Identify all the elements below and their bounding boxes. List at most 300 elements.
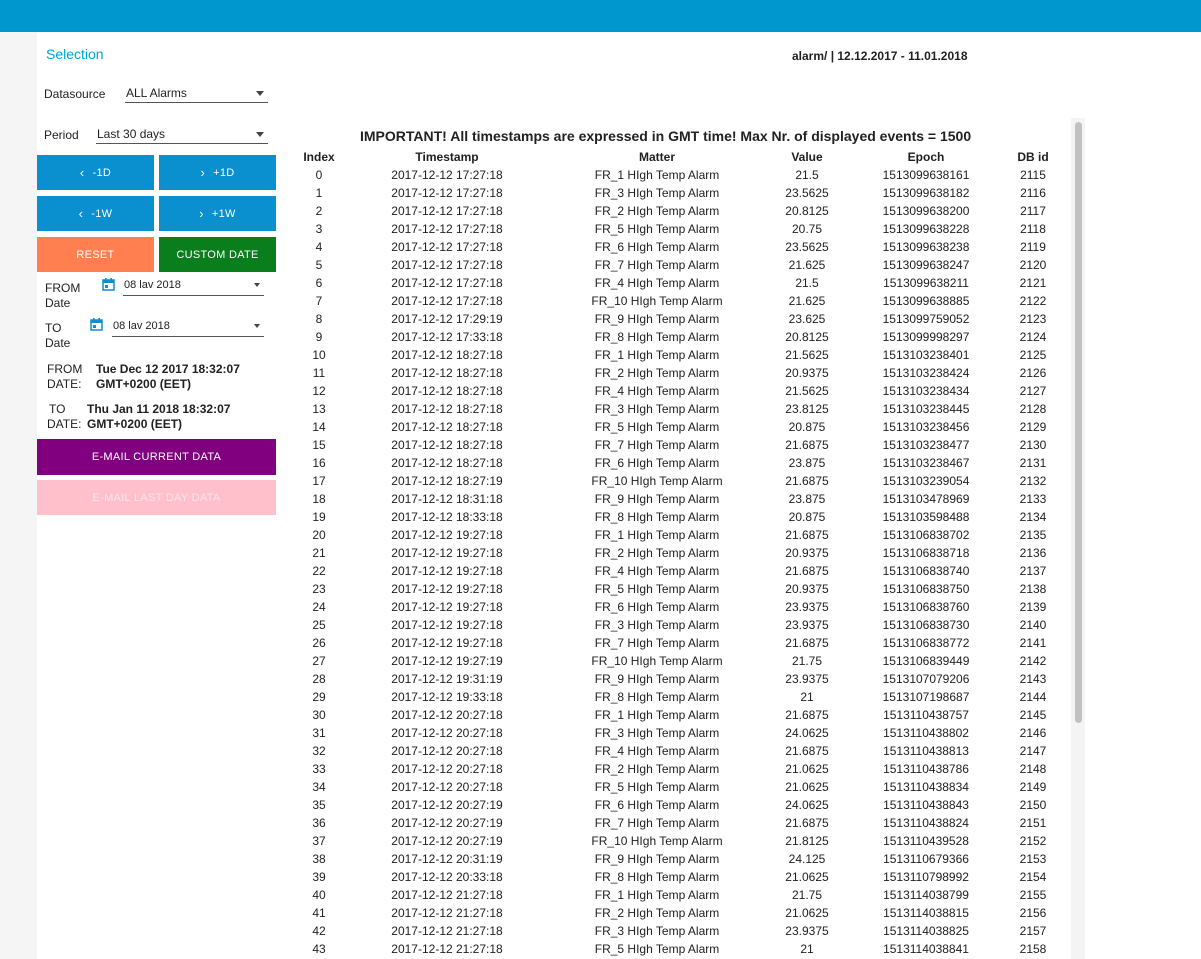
table-cell: 2136 (1019, 546, 1047, 560)
table-cell: 2148 (1019, 762, 1047, 776)
to-label: TO (45, 321, 62, 335)
table-cell: 8 (315, 312, 323, 326)
table-cell: 1513099638247 (882, 258, 970, 272)
table-cell: FR_4 HIgh Temp Alarm (594, 744, 720, 758)
table-row (0, 328, 1201, 346)
column-header: DB id (1017, 150, 1049, 164)
table-cell: 1513103598488 (882, 510, 970, 524)
table-cell: 16 (312, 456, 326, 470)
table-cell: 34 (312, 780, 326, 794)
table-cell: 29 (312, 690, 326, 704)
table-cell: 2017-12-12 19:27:18 (391, 564, 503, 578)
table-cell: 21.6875 (785, 744, 829, 758)
table-cell: FR_7 HIgh Temp Alarm (594, 636, 720, 650)
table-cell: FR_2 HIgh Temp Alarm (594, 204, 720, 218)
table-cell: 21.5625 (785, 348, 829, 362)
from-date-label: Date (45, 296, 71, 310)
table-cell: 1513110439528 (883, 834, 969, 848)
table-cell: 1513099998297 (882, 330, 970, 344)
table-cell: 26 (312, 636, 326, 650)
table-row (0, 202, 1201, 220)
table-cell: 21.625 (788, 258, 826, 272)
table-cell: FR_9 HIgh Temp Alarm (594, 852, 720, 866)
table-row (0, 508, 1201, 526)
table-cell: FR_7 HIgh Temp Alarm (594, 816, 720, 830)
table-cell: 39 (312, 870, 326, 884)
from-date-info-label-line1: FROM (47, 362, 83, 376)
table-cell: FR_5 HIgh Temp Alarm (594, 582, 720, 596)
table-cell: 1513110438786 (883, 762, 969, 776)
table-cell: 23.9375 (785, 672, 829, 686)
table-cell: 2017-12-12 20:27:19 (391, 834, 503, 848)
table-cell: 2 (315, 204, 323, 218)
table-cell: 2144 (1019, 690, 1047, 704)
table-row (0, 670, 1201, 688)
table-cell: 2017-12-12 18:27:18 (391, 384, 503, 398)
table-cell: 2140 (1019, 618, 1047, 632)
table-cell: 1513110438843 (883, 798, 969, 812)
table-cell: 1513107198687 (882, 690, 970, 704)
table-cell: FR_6 HIgh Temp Alarm (594, 798, 720, 812)
table-cell: 1513114038825 (883, 924, 969, 938)
table-cell: 21.5625 (785, 384, 829, 398)
table-cell: FR_5 HIgh Temp Alarm (594, 222, 720, 236)
table-cell: 23.9375 (785, 600, 829, 614)
table-cell: 1 (315, 186, 323, 200)
table-cell: 21.6875 (785, 636, 829, 650)
datasource-select[interactable] (125, 85, 268, 103)
table-cell: 1513103238434 (882, 384, 970, 398)
table-cell: 21.5 (795, 276, 819, 290)
caret-down-icon (256, 132, 264, 137)
table-cell: 2017-12-12 17:27:18 (391, 240, 503, 254)
table-row (0, 274, 1201, 292)
table-cell: FR_8 HIgh Temp Alarm (594, 510, 720, 524)
table-cell: 2017-12-12 20:33:18 (391, 870, 503, 884)
table-cell: 2153 (1019, 852, 1047, 866)
table-cell: 2137 (1019, 564, 1047, 578)
table-cell: 23.5625 (785, 240, 829, 254)
page-title: alarm/ | 12.12.2017 - 11.01.2018 (792, 49, 968, 63)
table-cell: 2152 (1019, 834, 1047, 848)
chevron-left-icon: ‹ (78, 206, 84, 221)
table-cell: FR_6 HIgh Temp Alarm (594, 456, 720, 470)
table-row (0, 364, 1201, 382)
table-cell: FR_5 HIgh Temp Alarm (594, 780, 720, 794)
table-cell: 2131 (1019, 456, 1047, 470)
table-row (0, 472, 1201, 490)
table-cell: 2127 (1019, 384, 1047, 398)
table-cell: 20.8125 (785, 330, 829, 344)
table-cell: 1513099638182 (882, 186, 970, 200)
table-cell: 24.0625 (785, 798, 829, 812)
table-cell: FR_4 HIgh Temp Alarm (594, 276, 720, 290)
table-cell: 23.5625 (785, 186, 829, 200)
table-cell: 2017-12-12 17:27:18 (391, 186, 503, 200)
table-cell: 2017-12-12 18:27:18 (391, 420, 503, 434)
table-cell: 7 (315, 294, 323, 308)
table-cell: 31 (312, 726, 326, 740)
table-cell: 10 (312, 348, 326, 362)
table-cell: 24.125 (788, 852, 826, 866)
table-cell: 2155 (1019, 888, 1047, 902)
table-cell: FR_10 HIgh Temp Alarm (591, 834, 723, 848)
table-cell: 2017-12-12 20:27:18 (391, 762, 503, 776)
table-cell: 1513110679366 (883, 852, 969, 866)
table-cell: 21.6875 (785, 474, 829, 488)
custom-date-button[interactable]: CUSTOM DATE (159, 237, 276, 272)
table-cell: 2017-12-12 20:27:18 (391, 708, 503, 722)
chevron-right-icon: › (200, 165, 206, 180)
from-label: FROM (45, 281, 81, 295)
table-cell: 41 (312, 906, 326, 920)
table-cell: FR_2 HIgh Temp Alarm (594, 762, 720, 776)
table-cell: 2142 (1019, 654, 1047, 668)
table-cell: 1513099638200 (882, 204, 970, 218)
table-row (0, 832, 1201, 850)
datasource-value: ALL Alarms (126, 86, 187, 100)
to-date-label: Date (45, 336, 71, 350)
selection-title: Selection (46, 46, 104, 62)
table-cell: 2116 (1020, 186, 1046, 200)
table-row (0, 796, 1201, 814)
table-cell: 40 (312, 888, 326, 902)
table-cell: 2017-12-12 18:27:18 (391, 366, 503, 380)
table-row (0, 652, 1201, 670)
table-cell: 18 (312, 492, 326, 506)
table-cell: 2158 (1019, 942, 1047, 956)
table-cell: FR_1 HIgh Temp Alarm (594, 168, 720, 182)
minus-1w-label: -1W (91, 207, 113, 220)
table-row (0, 940, 1201, 958)
table-cell: FR_6 HIgh Temp Alarm (594, 600, 720, 614)
table-cell: 2017-12-12 19:27:18 (391, 546, 503, 560)
table-row (0, 238, 1201, 256)
table-cell: 21.625 (788, 294, 826, 308)
table-cell: FR_1 HIgh Temp Alarm (594, 348, 720, 362)
table-cell: 1513099638211 (883, 276, 969, 290)
table-cell: 1513103478969 (882, 492, 970, 506)
table-cell: 1513106838730 (882, 618, 970, 632)
table-cell: 42 (312, 924, 326, 938)
plus-1w-label: +1W (211, 207, 236, 220)
table-cell: 2129 (1019, 420, 1047, 434)
table-cell: 1513114038815 (883, 906, 969, 920)
table-row (0, 454, 1201, 472)
table-cell: 24.0625 (785, 726, 829, 740)
period-select[interactable] (96, 126, 268, 144)
table-cell: FR_6 HIgh Temp Alarm (594, 240, 720, 254)
table-cell: 17 (312, 474, 326, 488)
table-cell: 1513106839449 (882, 654, 970, 668)
table-cell: 21.6875 (785, 708, 829, 722)
table-cell: 2017-12-12 19:27:19 (391, 654, 503, 668)
table-cell: 1513110438834 (883, 780, 969, 794)
table-cell: 21 (800, 942, 814, 956)
table-cell: 2017-12-12 21:27:18 (391, 942, 503, 956)
table-cell: 2017-12-12 19:27:18 (391, 582, 503, 596)
table-cell: 2017-12-12 17:33:18 (391, 330, 503, 344)
table-cell: 1513106838740 (882, 564, 970, 578)
scrollbar-thumb[interactable] (1075, 122, 1082, 723)
table-cell: 28 (312, 672, 326, 686)
table-cell: 2017-12-12 20:31:19 (391, 852, 503, 866)
table-cell: 21.6875 (785, 564, 829, 578)
table-cell: FR_10 HIgh Temp Alarm (591, 654, 723, 668)
to-date-info-value-line1: Thu Jan 11 2018 18:32:07 (87, 402, 231, 416)
column-header: Matter (638, 150, 676, 164)
table-cell: 2147 (1019, 744, 1047, 758)
table-row (0, 850, 1201, 868)
caret-down-icon (256, 91, 264, 96)
table-cell: 0 (315, 168, 323, 182)
table-cell: 1513099638238 (882, 240, 970, 254)
table-row (0, 490, 1201, 508)
table-cell: 2150 (1019, 798, 1047, 812)
table-cell: 2118 (1020, 222, 1046, 236)
table-cell: 1513106838760 (882, 600, 970, 614)
table-cell: FR_1 HIgh Temp Alarm (594, 528, 720, 542)
to-date-value: 08 lav 2018 (113, 320, 170, 332)
table-row (0, 724, 1201, 742)
table-cell: 2134 (1019, 510, 1047, 524)
table-cell: 1513103238467 (882, 456, 970, 470)
table-cell: FR_10 HIgh Temp Alarm (591, 294, 723, 308)
table-cell: 2115 (1020, 168, 1046, 182)
table-cell: 21.0625 (785, 906, 829, 920)
table-cell: 2017-12-12 18:33:18 (391, 510, 503, 524)
table-cell: 23.875 (788, 456, 826, 470)
table-cell: 38 (312, 852, 326, 866)
chevron-right-icon: › (199, 206, 204, 221)
from-date-value: 08 lav 2018 (124, 279, 181, 291)
table-cell: FR_8 HIgh Temp Alarm (594, 330, 720, 344)
table-cell: FR_2 HIgh Temp Alarm (594, 546, 720, 560)
table-cell: 1513106838702 (882, 528, 970, 542)
table-cell: FR_9 HIgh Temp Alarm (594, 312, 720, 326)
table-cell: 1513106838718 (882, 546, 970, 560)
table-cell: FR_1 HIgh Temp Alarm (594, 708, 720, 722)
column-header: Timestamp (415, 150, 479, 164)
table-cell: FR_8 HIgh Temp Alarm (594, 690, 720, 704)
table-cell: 20.875 (788, 510, 826, 524)
table-cell: 1513103239054 (882, 474, 970, 488)
table-cell: 1513110438802 (883, 726, 969, 740)
reset-button[interactable]: RESET (37, 237, 154, 272)
table-cell: FR_7 HIgh Temp Alarm (594, 438, 720, 452)
table-cell: 3 (315, 222, 323, 236)
table-cell: 2133 (1019, 492, 1047, 506)
table-row (0, 400, 1201, 418)
table-cell: 2017-12-12 17:27:18 (391, 204, 503, 218)
table-header-row (0, 148, 1201, 166)
table-cell: 1513103238401 (882, 348, 970, 362)
table-cell: 2145 (1019, 708, 1047, 722)
table-cell: FR_10 HIgh Temp Alarm (591, 474, 723, 488)
table-cell: 21.5 (795, 168, 819, 182)
column-header: Value (791, 150, 823, 164)
table-cell: 2119 (1020, 240, 1046, 254)
table-row (0, 868, 1201, 886)
table-row (0, 760, 1201, 778)
table-cell: 2017-12-12 17:27:18 (391, 222, 503, 236)
table-cell: 2132 (1019, 474, 1047, 488)
table-cell: FR_5 HIgh Temp Alarm (594, 942, 720, 956)
table-cell: 1513099638885 (882, 294, 970, 308)
table-cell: 32 (312, 744, 326, 758)
datasource-label: Datasource (44, 87, 106, 101)
email-current-data-button[interactable]: E-MAIL CURRENT DATA (37, 439, 276, 475)
table-cell: 1513110798992 (883, 870, 969, 884)
table-row (0, 562, 1201, 580)
table-cell: 4 (315, 240, 323, 254)
table-cell: FR_3 HIgh Temp Alarm (594, 924, 720, 938)
table-cell: 1513110438813 (883, 744, 969, 758)
from-date-info-value-line1: Tue Dec 12 2017 18:32:07 (96, 362, 240, 376)
table-cell: 2120 (1019, 258, 1047, 272)
from-date-info-value-line2: GMT+0200 (EET) (96, 377, 192, 391)
table-cell: 21.0625 (785, 780, 829, 794)
table-cell: 1513114038841 (883, 942, 969, 956)
table-cell: 2124 (1019, 330, 1047, 344)
table-cell: 2125 (1019, 348, 1047, 362)
table-row (0, 814, 1201, 832)
column-header: Index (303, 150, 335, 164)
table-cell: 2156 (1019, 906, 1047, 920)
table-cell: 43 (312, 942, 326, 956)
table-row (0, 778, 1201, 796)
table-cell: 23 (312, 582, 326, 596)
to-date-info-label-line1: TO (49, 402, 66, 416)
table-cell: 2017-12-12 19:27:18 (391, 600, 503, 614)
table-cell: 20.8125 (785, 204, 829, 218)
table-cell: 2126 (1019, 366, 1047, 380)
table-cell: 30 (312, 708, 326, 722)
table-row (0, 310, 1201, 328)
table-cell: 2017-12-12 20:27:19 (391, 798, 503, 812)
table-cell: FR_9 HIgh Temp Alarm (594, 492, 720, 506)
table-cell: 12 (312, 384, 326, 398)
table-cell: 2017-12-12 18:27:18 (391, 402, 503, 416)
table-cell: 2017-12-12 18:27:18 (391, 456, 503, 470)
top-app-bar (0, 0, 1201, 32)
timestamp-notice: IMPORTANT! All timestamps are expressed in GMT time! Max Nr. of displayed events = 1500 (360, 128, 972, 144)
chevron-left-icon: ‹ (79, 165, 85, 180)
table-row (0, 616, 1201, 634)
table-cell: 2017-12-12 19:27:18 (391, 636, 503, 650)
table-cell: FR_7 HIgh Temp Alarm (594, 258, 720, 272)
table-row (0, 706, 1201, 724)
table-row (0, 742, 1201, 760)
table-row (0, 184, 1201, 202)
table-cell: 2017-12-12 18:27:19 (391, 474, 503, 488)
table-row (0, 688, 1201, 706)
table-cell: 37 (312, 834, 326, 848)
table-cell: 2017-12-12 19:27:18 (391, 528, 503, 542)
table-cell: 13 (312, 402, 326, 416)
table-cell: 22 (312, 564, 326, 578)
table-cell: 2130 (1019, 438, 1047, 452)
table-row (0, 526, 1201, 544)
table-cell: 1513099638161 (882, 168, 970, 182)
table-cell: 21.6875 (785, 816, 829, 830)
table-cell: 9 (315, 330, 323, 344)
table-cell: 2135 (1019, 528, 1047, 542)
table-cell: 23.8125 (785, 402, 829, 416)
table-cell: 2151 (1019, 816, 1047, 830)
table-cell: FR_1 HIgh Temp Alarm (594, 888, 720, 902)
table-cell: 23.625 (788, 312, 826, 326)
table-cell: 21.6875 (785, 438, 829, 452)
table-cell: 2017-12-12 17:27:18 (391, 168, 503, 182)
table-cell: FR_2 HIgh Temp Alarm (594, 906, 720, 920)
table-cell: 1513106838772 (882, 636, 970, 650)
table-cell: 2017-12-12 18:31:18 (391, 492, 503, 506)
table-row (0, 346, 1201, 364)
table-cell: 24 (312, 600, 326, 614)
table-cell: 2146 (1019, 726, 1047, 740)
table-row (0, 544, 1201, 562)
table-cell: 5 (315, 258, 323, 272)
table-cell: 1513103238456 (882, 420, 970, 434)
table-cell: 27 (312, 654, 326, 668)
table-cell: 2017-12-12 18:27:18 (391, 348, 503, 362)
table-cell: 23.875 (788, 492, 826, 506)
table-cell: 21.75 (791, 888, 823, 902)
table-cell: 1513103238445 (882, 402, 970, 416)
table-cell: 1513099638228 (882, 222, 970, 236)
table-cell: 2017-12-12 17:27:18 (391, 294, 503, 308)
table-cell: 20.875 (788, 420, 826, 434)
table-row (0, 886, 1201, 904)
table-cell: 2017-12-12 17:27:18 (391, 276, 503, 290)
table-cell: 19 (312, 510, 326, 524)
table-row (0, 598, 1201, 616)
table-cell: 20.9375 (785, 366, 829, 380)
table-row (0, 382, 1201, 400)
table-cell: 21 (800, 690, 814, 704)
table-cell: FR_8 HIgh Temp Alarm (594, 870, 720, 884)
table-cell: FR_2 HIgh Temp Alarm (594, 366, 720, 380)
table-cell: FR_3 HIgh Temp Alarm (594, 726, 720, 740)
table-cell: 20.75 (791, 222, 823, 236)
table-cell: 25 (312, 618, 326, 632)
table-cell: FR_3 HIgh Temp Alarm (594, 618, 720, 632)
table-cell: 36 (312, 816, 326, 830)
table-cell: 21.8125 (785, 834, 829, 848)
table-cell: 2122 (1019, 294, 1047, 308)
table-cell: 23.9375 (785, 924, 829, 938)
table-cell: 2017-12-12 17:29:19 (391, 312, 503, 326)
table-cell: 21.6875 (785, 528, 829, 542)
table-cell: 1513110438824 (883, 816, 969, 830)
table-cell: FR_5 HIgh Temp Alarm (594, 420, 720, 434)
table-cell: 2017-12-12 19:33:18 (391, 690, 503, 704)
table-cell: 2149 (1019, 780, 1047, 794)
table-cell: 33 (312, 762, 326, 776)
table-cell: 1513106838750 (882, 582, 970, 596)
table-cell: 35 (312, 798, 326, 812)
table-cell: 15 (312, 438, 326, 452)
table-cell: FR_3 HIgh Temp Alarm (594, 186, 720, 200)
table-cell: 2017-12-12 20:27:18 (391, 726, 503, 740)
email-last-day-data-button: E-MAIL LAST DAY DATA (37, 480, 276, 515)
table-cell: 2017-12-12 19:27:18 (391, 618, 503, 632)
table-cell: 20 (312, 528, 326, 542)
table-cell: 2017-12-12 18:27:18 (391, 438, 503, 452)
table-cell: 1513103238477 (882, 438, 970, 452)
table-cell: 21.0625 (785, 870, 829, 884)
